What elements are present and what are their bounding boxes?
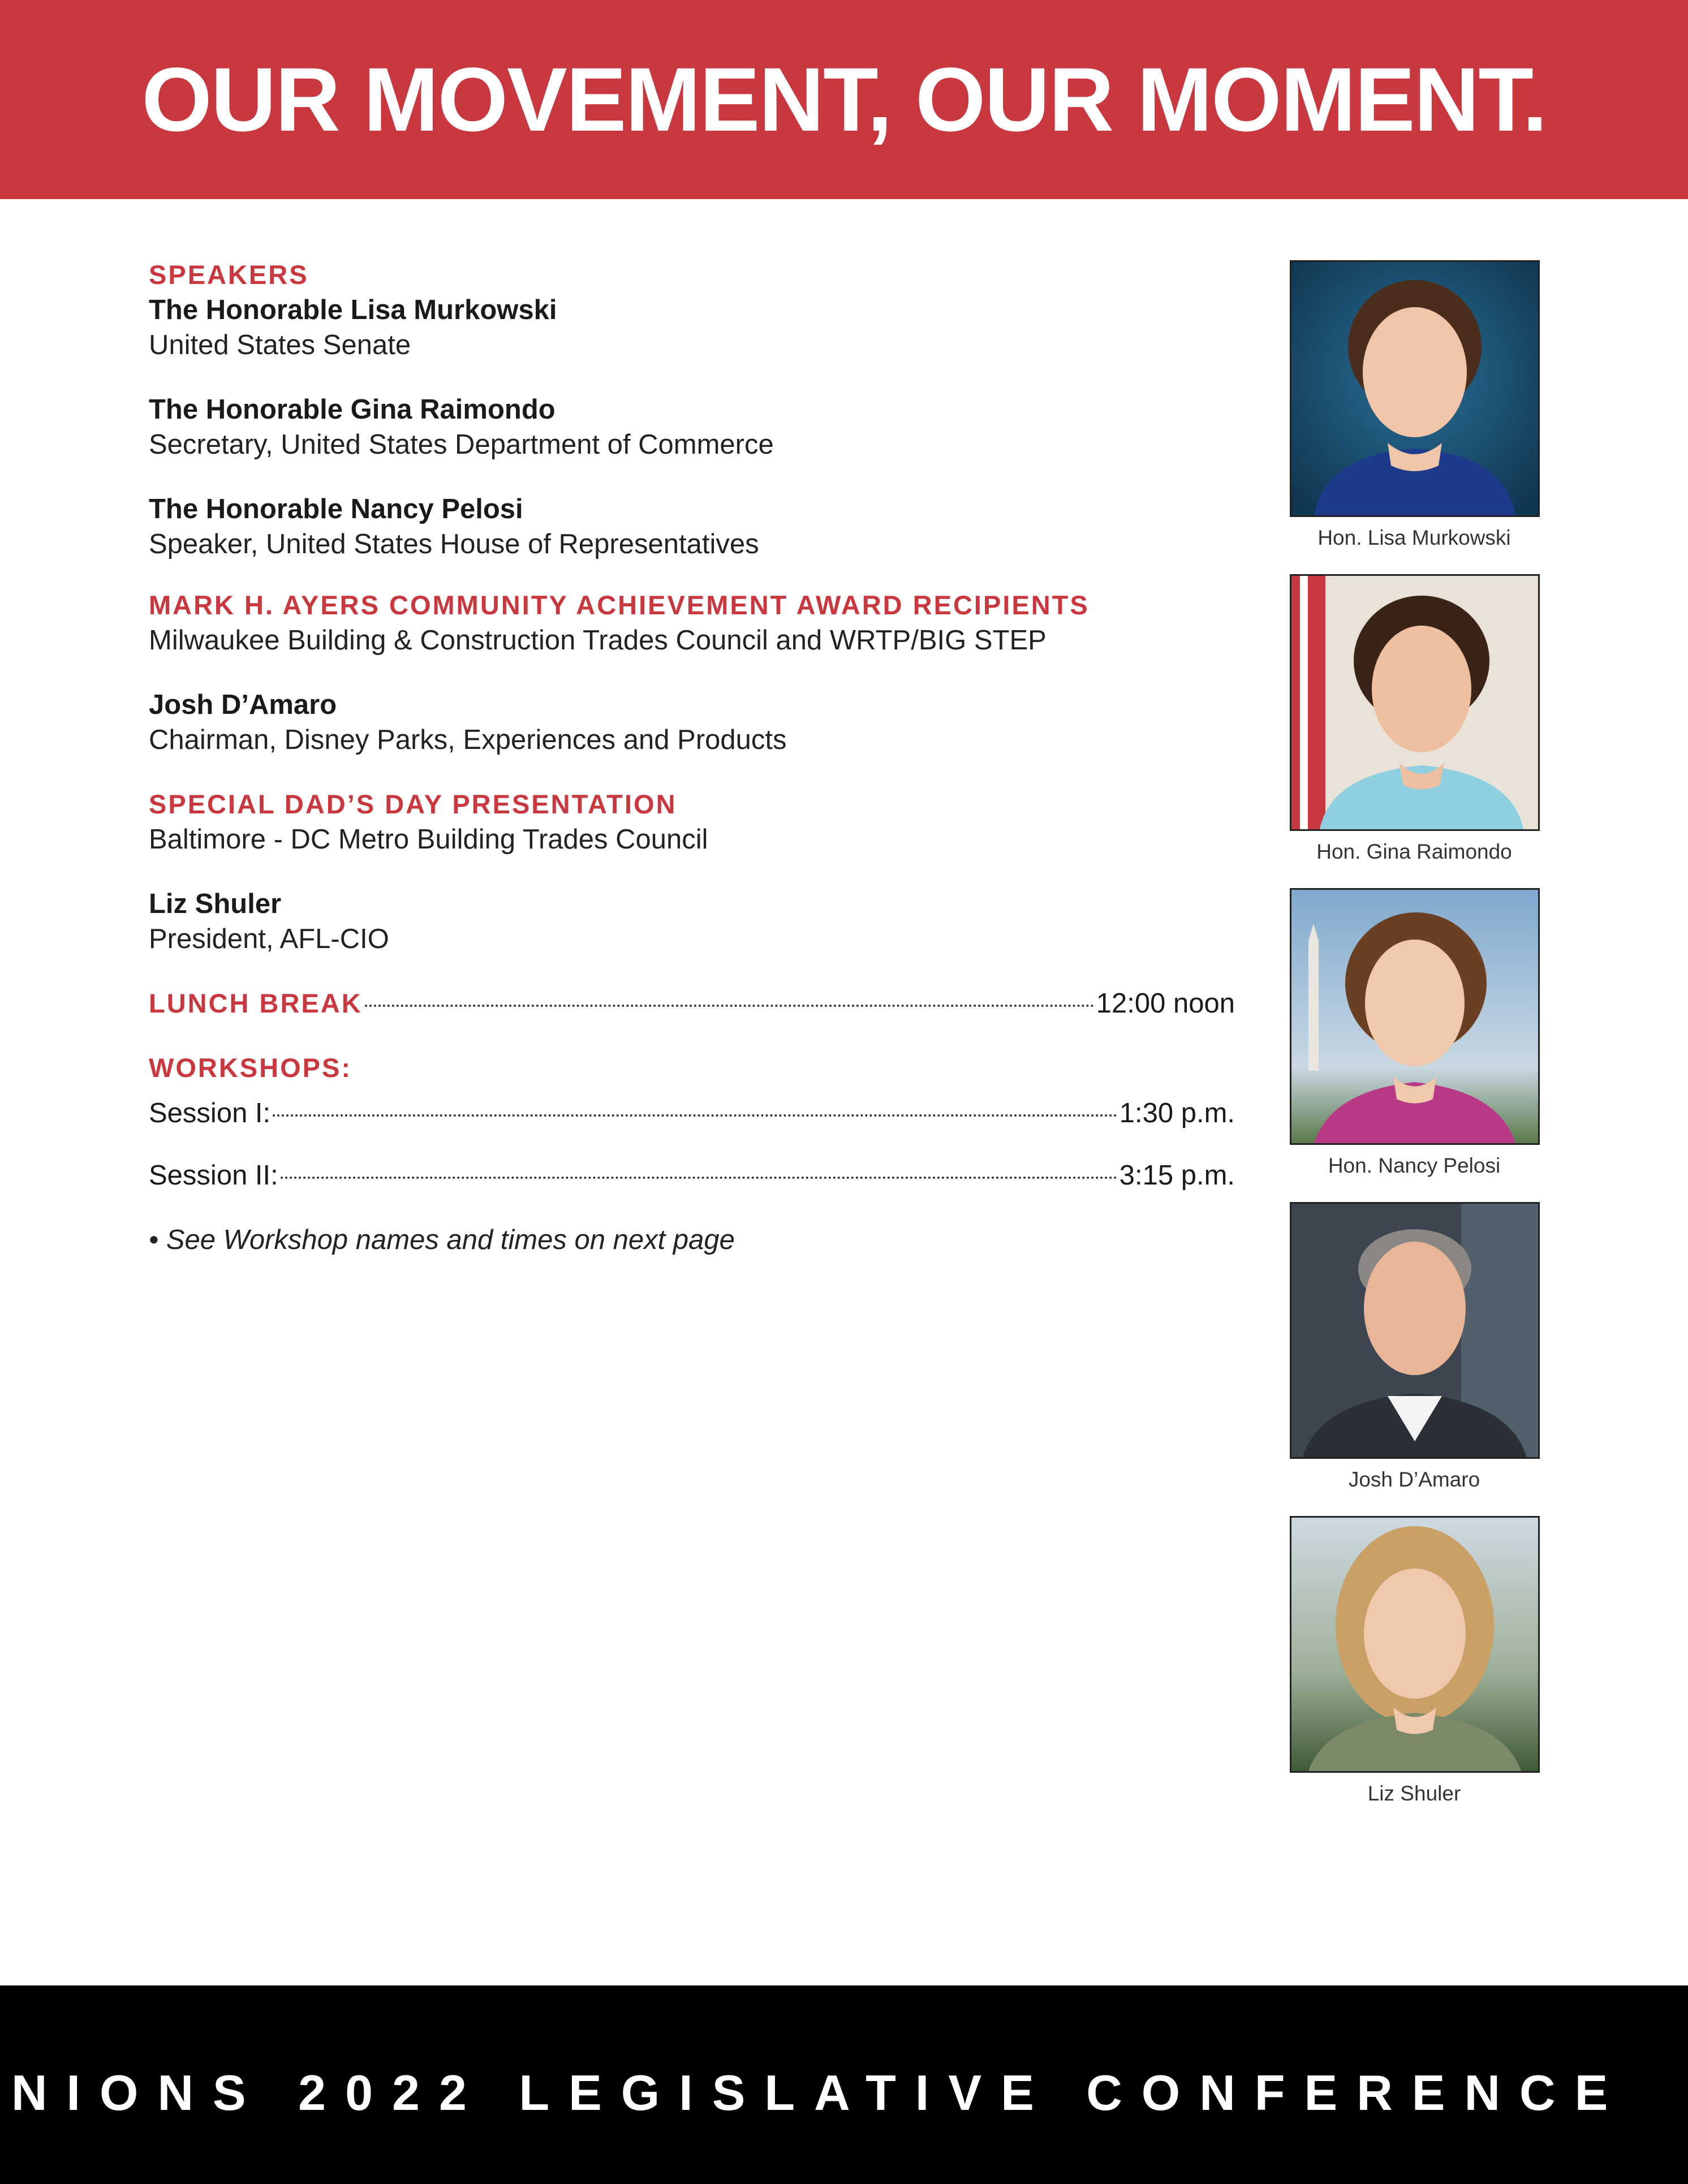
portrait-image [1291, 576, 1538, 829]
workshops-heading: WORKSHOPS: [149, 1053, 352, 1083]
session-row [149, 1096, 1235, 1131]
portrait-photo [1290, 1202, 1540, 1459]
leader-dots [281, 1177, 1117, 1179]
page-title: OUR MOVEMENT, OUR MOMENT. [141, 49, 1547, 150]
lunch-break-time: 12:00 noon [1096, 988, 1235, 1019]
speakers-heading: SPEAKERS [149, 260, 309, 290]
session-label: Session II: [149, 1160, 278, 1191]
award-heading: MARK H. AYERS COMMUNITY ACHIEVEMENT AWARD RECIPIENTS [149, 590, 1090, 620]
speaker-role: United States Senate [149, 330, 411, 360]
portrait-photo [1290, 1516, 1540, 1773]
lunch-break-label: LUNCH BREAK [149, 988, 363, 1018]
portrait-image [1291, 1518, 1538, 1771]
photo-card [1290, 1202, 1539, 1493]
portrait-image [1291, 890, 1538, 1143]
footer-title: NIONS 2022 LEGISLATIVE CONFERENCE [11, 2065, 1627, 2121]
photo-card [1290, 574, 1539, 865]
award-recipient: Milwaukee Building & Construction Trades Council and WRTP/BIG STEP [149, 625, 1047, 656]
speaker-name: Liz Shuler [149, 889, 282, 919]
portrait-photo [1290, 260, 1540, 517]
portrait-photo [1290, 574, 1540, 831]
portrait-image [1291, 262, 1538, 515]
photo-caption: Hon. Gina Raimondo [1316, 840, 1512, 863]
session-row [149, 1158, 1235, 1193]
photo-card [1290, 1516, 1539, 1807]
speaker-role: Speaker, United States House of Representatives [149, 529, 759, 559]
speaker-name: The Honorable Gina Raimondo [149, 394, 556, 425]
workshop-note: • See Workshop names and times on next page [149, 1225, 735, 1255]
session-label: Session I: [149, 1098, 271, 1128]
dads-day-recipient: Baltimore - DC Metro Building Trades Council [149, 824, 708, 855]
lunch-break-row [149, 986, 1235, 1021]
speaker-name: Josh D’Amaro [149, 690, 337, 720]
agenda-column [149, 257, 1235, 1257]
dads-day-heading: SPECIAL DAD’S DAY PRESENTATION [149, 789, 677, 819]
session-time: 1:30 p.m. [1119, 1098, 1235, 1128]
speaker-name: The Honorable Nancy Pelosi [149, 494, 523, 524]
leader-dots [365, 1005, 1094, 1007]
session-time: 3:15 p.m. [1119, 1160, 1235, 1191]
photo-caption: Hon. Lisa Murkowski [1317, 526, 1511, 549]
photo-caption: Liz Shuler [1367, 1782, 1461, 1805]
photo-card [1290, 888, 1539, 1179]
photo-card [1290, 260, 1539, 551]
portrait-photo [1290, 888, 1540, 1145]
speaker-name: The Honorable Lisa Murkowski [149, 295, 557, 325]
portrait-image [1291, 1204, 1538, 1457]
speaker-role: President, AFL-CIO [149, 924, 389, 954]
leader-dots [273, 1114, 1117, 1117]
speaker-role: Chairman, Disney Parks, Experiences and Products [149, 725, 787, 755]
photo-caption: Josh D’Amaro [1348, 1468, 1480, 1491]
speaker-role: Secretary, United States Department of Commerce [149, 429, 774, 460]
photo-caption: Hon. Nancy Pelosi [1328, 1154, 1501, 1177]
